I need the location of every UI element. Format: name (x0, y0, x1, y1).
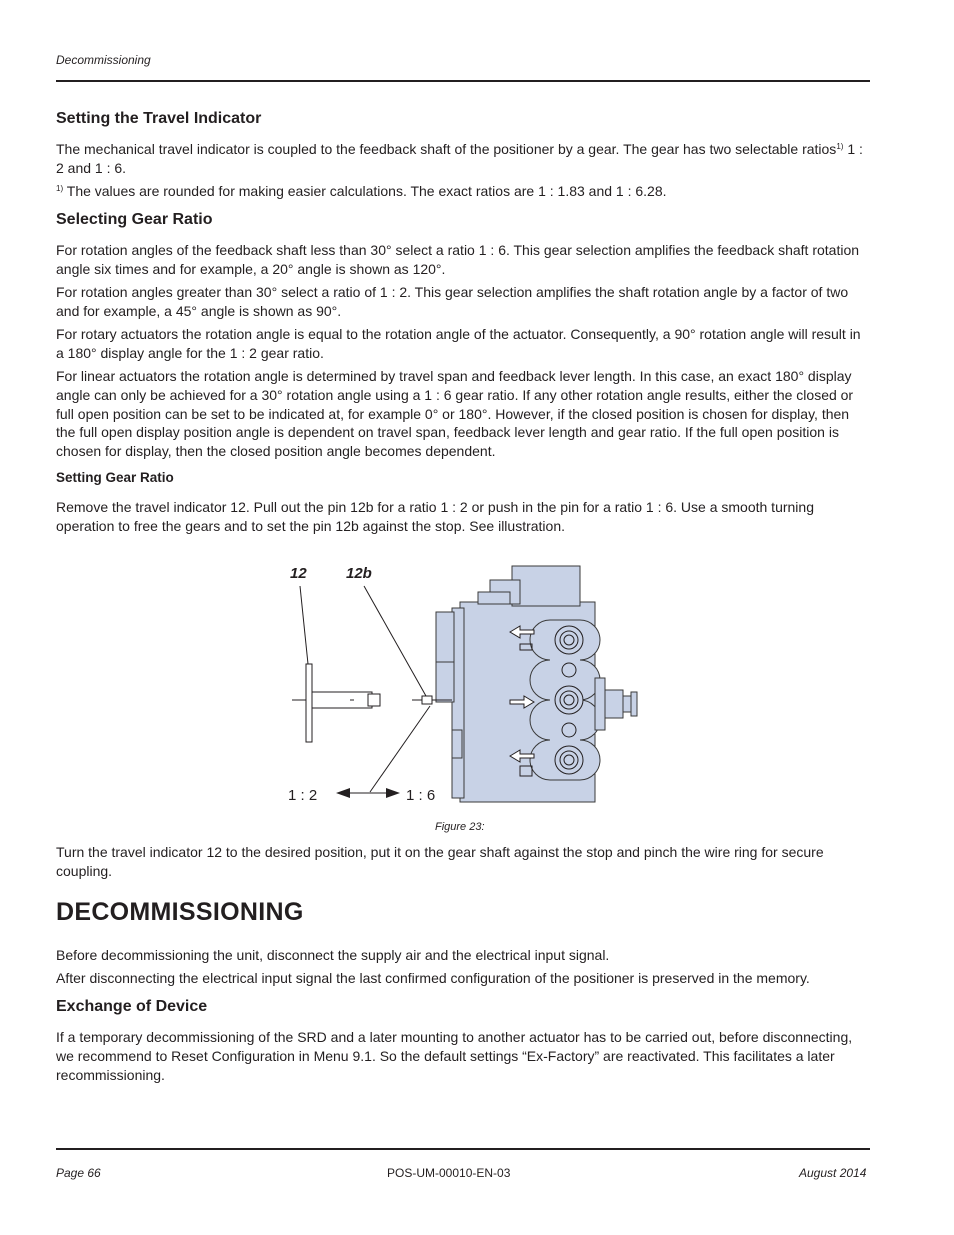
paragraph-travel-indicator (56, 140, 871, 178)
label-12: 12 (290, 565, 307, 582)
indicator-disc (306, 664, 312, 742)
paragraph-linear-actuators: For linear actuators the rotation angle is determined by travel span and feedback lever length. In this case, an exact 180° display angle can only be achieved for a 30° rotation angle using a 1 : 6 gear ratio. If any other rotation angle results, either the closed or full open position can be set to be indicated at, for example 0° or 180°. However, if the closed position is chosen for display, then the full open display position angle is dependent on travel span, feedback lever length and gear ratio. If the full open position is chosen for display, then the closed position angle becomes dependent. (56, 368, 854, 460)
footer-doc-id: POS-UM-00010-EN-03 (387, 1166, 511, 1180)
footnote-marker: 1) (56, 184, 64, 193)
paragraph-exchange: If a temporary decommissioning of the SRD and a later mounting to another actuator has to be carried out, before disconnecting, we recommend to Reset Configuration in Menu 9.1. So the default settings “Ex-Factory” are reactivated. This facilitates a later recommissioning. (56, 1029, 853, 1083)
footer-page-number: Page 66 (56, 1166, 101, 1180)
footnote-ref: 1) (836, 142, 844, 151)
gauge-bottom (555, 746, 583, 774)
indicator-shaft (312, 692, 372, 708)
running-header: Decommissioning (56, 53, 151, 67)
footnote (56, 182, 871, 200)
paragraph-disconnect: Before decommissioning the unit, disconnect the supply air and the electrical input signal. (56, 947, 610, 963)
header-rule (56, 80, 870, 82)
heading-setting-gear-ratio: Setting Gear Ratio (56, 470, 174, 485)
top-block (512, 566, 580, 606)
paragraph-ratio-1-6: For rotation angles of the feedback shaft less than 30° select a ratio 1 : 6. This gear selection amplifies the feedback shaft rotation angle six times and for example, a 20° angle is shown as 120°. (56, 242, 860, 277)
footer-rule (56, 1148, 870, 1150)
label-12b: 12b (346, 565, 372, 582)
label-ratio-1-2: 1 : 2 (288, 787, 318, 804)
label-ratio-1-6: 1 : 6 (406, 787, 436, 804)
paragraph-turn-indicator: Turn the travel indicator 12 to the desired position, put it on the gear shaft against the stop and pinch the wire ring for secure coupling. (56, 844, 824, 879)
heading-exchange-of-device: Exchange of Device (56, 998, 208, 1015)
leader-ratio (370, 706, 430, 792)
paragraph-rotary-actuators: For rotary actuators the rotation angle is equal to the rotation angle of the actuator. Consequently, a 90° rotation angle will result in a 180° display angle for the 1 : 2 gear ratio. (56, 326, 861, 361)
pin-12b (422, 696, 432, 704)
paragraph-ratio-1-2: For rotation angles greater than 30° select a ratio of 1 : 2. This gear selection amplifies the shaft rotation angle by a factor of two and for example, a 45° angle is shown as 90°. (56, 284, 849, 319)
gauge-middle (555, 686, 583, 714)
gauge-top (555, 626, 583, 654)
paragraph-setting-gear-ratio: Remove the travel indicator 12. Pull out the pin 12b for a ratio 1 : 2 or push in the pin for a ratio 1 : 6. Use a smooth turning operation to free the gears and to set the pin 12b against the stop. See illustration. (56, 499, 814, 534)
heading-selecting-gear-ratio: Selecting Gear Ratio (56, 211, 213, 228)
footer-date: August 2014 (799, 1166, 867, 1180)
paragraph-memory: After disconnecting the electrical input signal the last confirmed configuration of the positioner is preserved in the memory. (56, 970, 810, 986)
heading-decommissioning: DECOMMISSIONING (56, 898, 304, 926)
figure-caption: Figure 23: (435, 821, 485, 833)
footnote-text: The values are rounded for making easier calculations. The exact ratios are 1 : 1.83 and 1 : 6.28. (63, 183, 667, 199)
paragraph-text-tail: 1 : 2 and 1 : 6. (56, 141, 863, 176)
heading-setting-travel-indicator: Setting the Travel Indicator (56, 110, 262, 127)
paragraph-text: The mechanical travel indicator is coupled to the feedback shaft of the positioner by a gear. The gear has two selectable ratios (56, 141, 837, 157)
leader-12 (300, 586, 308, 664)
leader-12b (364, 586, 426, 696)
gear-ratio-figure (280, 560, 650, 810)
